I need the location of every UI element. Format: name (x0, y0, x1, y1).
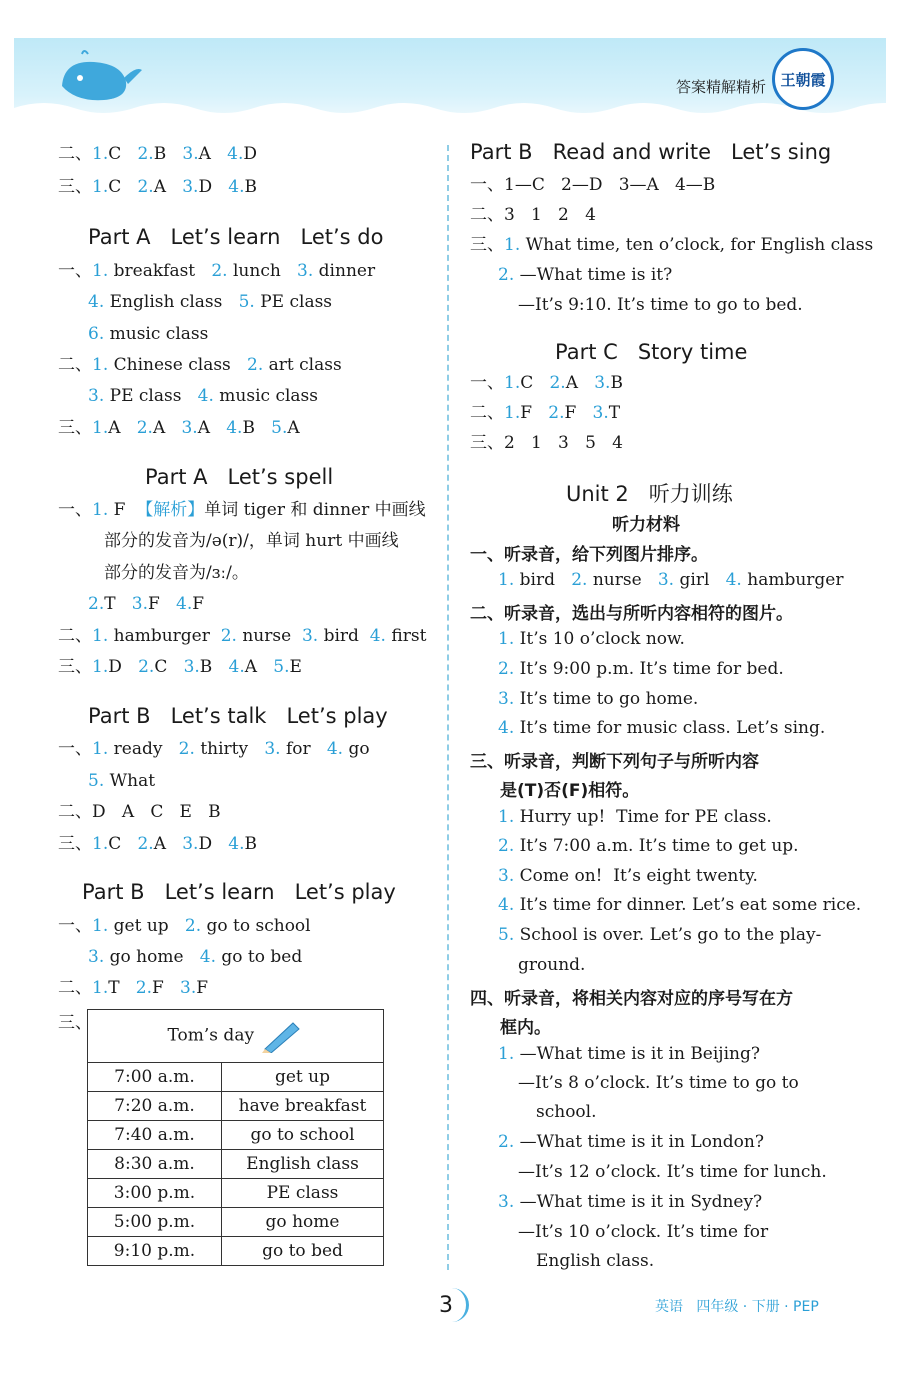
dialog-line: —It’s 10 o’clock. It’s time for (518, 1222, 769, 1242)
answer-line: 二、1. hamburger 2. nurse 3. bird 4. first (58, 626, 427, 646)
answer-line: 5. What (88, 771, 156, 791)
answer-line: 三、 (58, 1013, 92, 1033)
table-row (88, 1150, 384, 1179)
answer-line: 二、1.T 2.F 3.F (58, 978, 209, 998)
section-heading: Part B Read and write Let’s sing (470, 140, 832, 164)
answer-line: 三、1.C 2.A 3.D 4.B (58, 177, 258, 197)
explanation-line: 部分的发音为/ə(r)/，单词 hurt 中画线 (104, 531, 399, 551)
question-heading: 三、听录音，判断下列句子与所听内容 (470, 752, 759, 772)
activity-cell: go to school (222, 1121, 384, 1150)
answer-line: 4. English class 5. PE class (88, 292, 333, 312)
pencil-icon (259, 1019, 303, 1053)
explanation-line: 部分的发音为/ɜː/。 (104, 563, 249, 583)
list-item: 3. Come on! It’s eight twenty. (498, 866, 758, 886)
time-cell: 7:20 a.m. (88, 1092, 222, 1121)
wave-decoration (14, 98, 886, 120)
section-heading: Unit 2 听力训练 (566, 482, 733, 506)
answer-line: 二、1. Chinese class 2. art class (58, 355, 342, 375)
table-row (88, 1063, 384, 1092)
list-item: 2. It’s 7:00 a.m. It’s time to get up. (498, 836, 799, 856)
answer-line: 1. bird 2. nurse 3. girl 4. hamburger (498, 570, 844, 590)
answer-line: —It’s 9:10. It’s time to go to bed. (518, 295, 803, 315)
list-item: 3. It’s time to go home. (498, 689, 699, 709)
section-heading: Part A Let’s spell (145, 465, 334, 489)
publisher-logo: 王朝霞 (772, 48, 834, 110)
table-row (88, 1208, 384, 1237)
answer-line: 二、3 1 2 4 (470, 205, 596, 225)
dialog-line: —It’s 8 o’clock. It’s time to go to (518, 1073, 799, 1093)
section-heading: Part A Let’s learn Let’s do (88, 225, 384, 249)
answer-line: 3. PE class 4. music class (88, 386, 318, 406)
question-heading: 二、听录音，选出与所听内容相符的图片。 (470, 604, 793, 624)
toms-day-table (87, 1009, 384, 1266)
table-row (88, 1179, 384, 1208)
answer-line: 6. music class (88, 324, 209, 344)
section-heading: Part B Let’s talk Let’s play (88, 704, 388, 728)
list-item: 2. It’s 9:00 p.m. It’s time for bed. (498, 659, 784, 679)
table-caption: Tom’s day (88, 1010, 384, 1063)
list-item: 5. School is over. Let’s go to the play- (498, 925, 822, 945)
activity-cell: go to bed (222, 1237, 384, 1266)
activity-cell: PE class (222, 1179, 384, 1208)
time-cell: 7:40 a.m. (88, 1121, 222, 1150)
list-item: 1. Hurry up! Time for PE class. (498, 807, 772, 827)
list-item: 3. —What time is it in Sydney? (498, 1192, 763, 1212)
time-cell: 7:00 a.m. (88, 1063, 222, 1092)
list-item: 1. It’s 10 o’clock now. (498, 629, 685, 649)
answer-line: 二、1.F 2.F 3.T (470, 403, 621, 423)
subheading: 听力材料 (612, 515, 680, 535)
list-item: 2. —What time is it in London? (498, 1132, 764, 1152)
answer-line: 2. —What time is it? (498, 265, 673, 285)
activity-cell: English class (222, 1150, 384, 1179)
table-row (88, 1121, 384, 1150)
answer-line: 一、1. get up 2. go to school (58, 916, 311, 936)
dialog-line: —It’s 12 o’clock. It’s time for lunch. (518, 1162, 827, 1182)
activity-cell: go home (222, 1208, 384, 1237)
list-item: 4. It’s time for dinner. Let’s eat some rice. (498, 895, 862, 915)
answer-line: 三、1.A 2.A 3.A 4.B 5.A (58, 418, 300, 438)
question-heading: 是(T)否(F)相符。 (500, 781, 640, 801)
whale-icon (54, 48, 144, 108)
page-header (14, 38, 886, 120)
page-number-arc (436, 1288, 469, 1322)
answer-line: 二、D A C E B (58, 802, 221, 822)
answer-line: 三、1.D 2.C 3.B 4.A 5.E (58, 657, 302, 677)
list-item: 1. —What time is it in Beijing? (498, 1044, 760, 1064)
answer-line: 2.T 3.F 4.F (88, 594, 205, 614)
answer-line: 三、1.C 2.A 3.D 4.B (58, 834, 258, 854)
header-title: 答案精解精析 (675, 78, 766, 96)
answer-line: 一、1. ready 2. thirty 3. for 4. go (58, 739, 370, 759)
answer-line: 一、1. F 【解析】单词 tiger 和 dinner 中画线 (58, 500, 426, 520)
activity-cell: have breakfast (222, 1092, 384, 1121)
dialog-line: school. (536, 1102, 597, 1122)
time-cell: 8:30 a.m. (88, 1150, 222, 1179)
activity-cell: get up (222, 1063, 384, 1092)
answer-line: 一、1. breakfast 2. lunch 3. dinner (58, 261, 376, 281)
answer-line: 二、1.C 2.B 3.A 4.D (58, 144, 258, 164)
table-row (88, 1092, 384, 1121)
time-cell: 5:00 p.m. (88, 1208, 222, 1237)
footer-subject: 英语 四年级 · 下册 · PEP (655, 1299, 819, 1315)
question-heading: 四、听录音，将相关内容对应的序号写在方 (470, 989, 793, 1009)
answer-line: 三、2 1 3 5 4 (470, 433, 623, 453)
answer-line: 3. go home 4. go to bed (88, 947, 303, 967)
question-heading: 一、听录音，给下列图片排序。 (470, 545, 708, 565)
list-item-continued: ground. (518, 955, 586, 975)
table-row (88, 1237, 384, 1266)
answer-line: 三、1. What time, ten o’clock, for English class (470, 235, 874, 255)
answer-line: 一、1.C 2.A 3.B (470, 373, 623, 393)
dialog-line: English class. (536, 1251, 655, 1271)
list-item: 4. It’s time for music class. Let’s sing. (498, 718, 826, 738)
question-heading: 框内。 (500, 1018, 551, 1038)
page-number: 3 (426, 1288, 466, 1324)
section-heading: Part C Story time (555, 340, 748, 364)
section-heading: Part B Let’s learn Let’s play (82, 880, 396, 904)
column-divider (447, 145, 449, 1270)
time-cell: 9:10 p.m. (88, 1237, 222, 1266)
time-cell: 3:00 p.m. (88, 1179, 222, 1208)
answer-line: 一、1—C 2—D 3—A 4—B (470, 175, 716, 195)
